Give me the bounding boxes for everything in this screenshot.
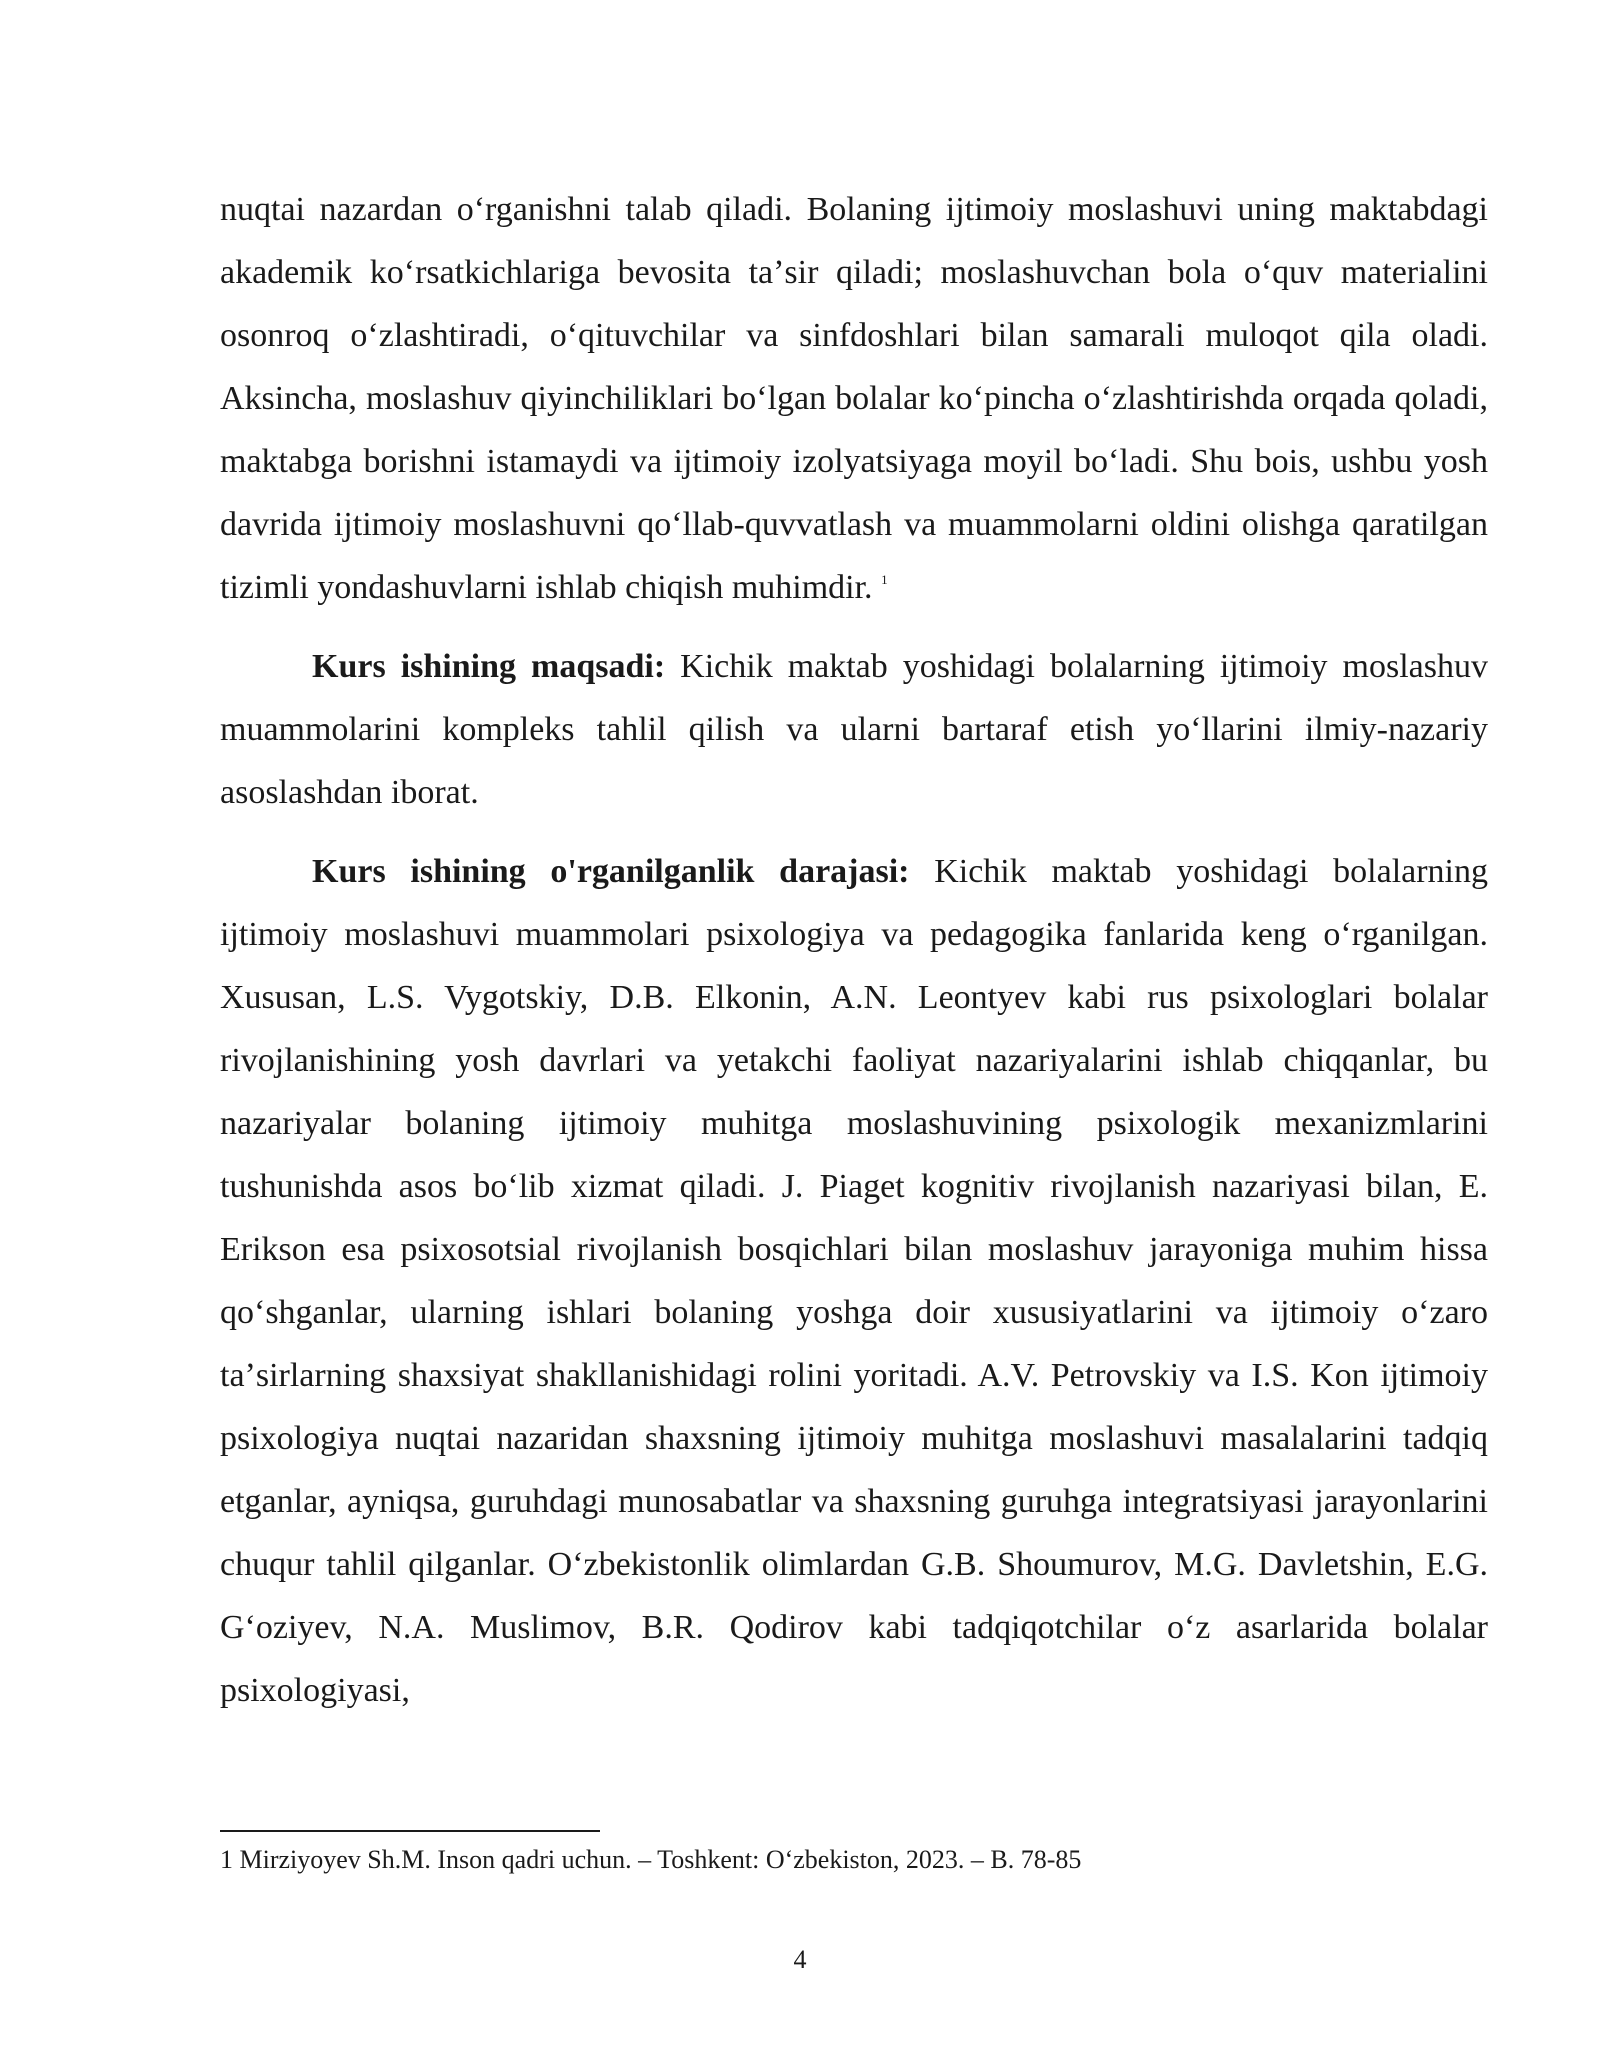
paragraph-study-level (220, 840, 1488, 1722)
page-body (220, 178, 1488, 1722)
goal-heading: Kurs ishining maqsadi: (312, 648, 666, 685)
study-level-heading: Kurs ishining o'rganilganlik darajasi: (312, 853, 910, 890)
paragraph-continuation (220, 178, 1488, 619)
footnote-separator (220, 1830, 600, 1832)
page-number: 4 (793, 1945, 807, 1974)
footnote: 1 Mirziyoyev Sh.M. Inson qadri uchun. – Toshkent: Oʻzbekiston, 2023. – B. 78-85 (220, 1845, 1082, 1874)
footnote-reference: 1 (881, 572, 888, 587)
paragraph-1-text: nuqtai nazardan oʻrganishni talab qiladi. Bolaning ijtimoiy moslashuvi uning maktabdagi akademik koʻrsatkichlariga bevosita taʼsir qiladi; moslashuvchan bola oʻquv materialini osonroq oʻzlashtiradi, oʻqituvchilar va sinfdoshlari bilan samarali muloqot qila oladi. Aksincha, moslashuv qiyinchiliklari boʻlgan bolalar koʻpincha oʻzlashtirishda orqada qoladi, maktabga borishni istamaydi va ijtimoiy izolyatsiyaga moyil boʻladi. Shu bois, ushbu yosh davrida ijtimoiy moslashuvni qoʻllab-quvvatlash va muammolarni oldini olishga qaratilgan tizimli yondashuvlarni ishlab chiqish muhimdir. (220, 191, 1488, 606)
paragraph-goal (220, 635, 1488, 824)
goal-text: Kichik maktab yoshidagi bolalarning ijtimoiy moslashuv muammolarini kompleks tahlil qilish va ularni bartaraf etish yoʻllarini ilmiy-nazariy asoslashdan iborat. (220, 648, 1488, 811)
study-level-text: Kichik maktab yoshidagi bolalarning ijtimoiy moslashuvi muammolari psixologiya va pedagogika fanlarida keng oʻrganilgan. Xususan, L.S. Vygotskiy, D.B. Elkonin, A.N. Leontyev kabi rus psixologlari bolalar rivojlanishining yosh davrlari va yetakchi faoliyat nazariyalarini ishlab chiqqanlar, bu nazariyalar bolaning ijtimoiy muhitga moslashuvining psixologik mexanizmlarini tushunishda asos boʻlib xizmat qiladi. J. Piaget kognitiv rivojlanish nazariyasi bilan, E. Erikson esa psixosotsial rivojlanish bosqichlari bilan moslashuv jarayoniga muhim hissa qoʻshganlar, ularning ishlari bolaning yoshga doir xususiyatlarini va ijtimoiy oʻzaro taʼsirlarning shaxsiyat shakllanishidagi rolini yoritadi. A.V. Petrovskiy va I.S. Kon ijtimoiy psixologiya nuqtai nazaridan shaxsning ijtimoiy muhitga moslashuvi masalalarini tadqiq etganlar, ayniqsa, guruhdagi munosabatlar va shaxsning guruhga integratsiyasi jarayonlarini chuqur tahlil qilganlar. Oʻzbekistonlik olimlardan G.B. Shoumurov, M.G. Davletshin, E.G. Gʻoziyev, N.A. Muslimov, B.R. Qodirov kabi tadqiqotchilar oʻz asarlarida bolalar psixologiyasi, (220, 853, 1489, 1709)
